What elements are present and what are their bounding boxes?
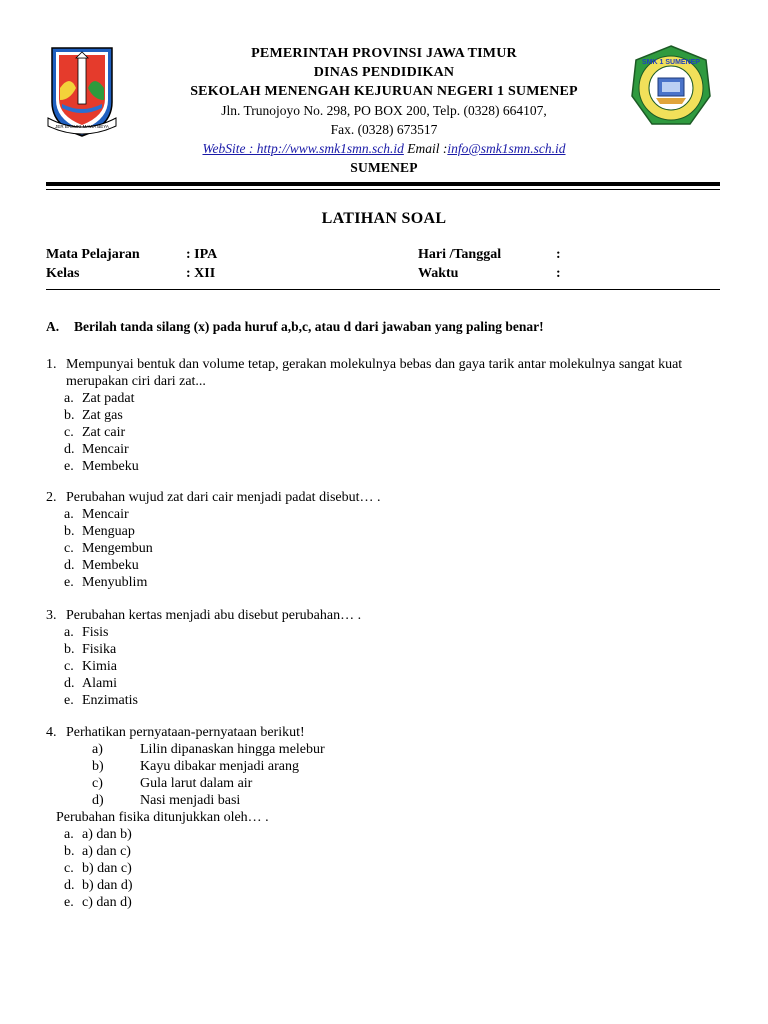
statement-letter: d) [92, 793, 104, 808]
option-text: Menguap [82, 524, 135, 539]
option-text: b) dan d) [82, 878, 133, 893]
option-e[interactable] [46, 692, 722, 709]
option-letter: e. [64, 459, 74, 474]
question-1 [46, 356, 722, 475]
meta-values-left [186, 245, 217, 283]
option-text: Membeku [82, 459, 139, 474]
option-e[interactable] [46, 458, 722, 475]
class-label: Kelas [46, 266, 80, 281]
option-a[interactable] [46, 390, 722, 407]
option-a[interactable] [46, 826, 722, 843]
province-heading: PEMERINTAH PROVINSI JAWA TIMUR [251, 46, 517, 61]
meta-divider [46, 289, 720, 290]
city-line: SUMENEP [350, 160, 418, 175]
option-c[interactable] [46, 424, 722, 441]
question-number: 4. [46, 725, 57, 740]
school-logo-text: SMK 1 SUMENEP [642, 59, 700, 66]
option-text: Zat cair [82, 425, 126, 440]
question-number: 1. [46, 357, 57, 372]
option-letter: c. [64, 425, 74, 440]
question-number: 2. [46, 490, 57, 505]
class-value: : XII [186, 266, 216, 281]
option-text: Zat padat [82, 391, 135, 406]
statement-text: Kayu dibakar menjadi arang [140, 759, 299, 774]
email-link[interactable]: info@smk1smn.sch.id [447, 141, 566, 156]
option-d[interactable] [46, 877, 722, 894]
option-letter: a. [64, 625, 74, 640]
option-letter: b. [64, 524, 75, 539]
letterhead [130, 44, 638, 177]
option-a[interactable] [46, 506, 722, 523]
provincial-emblem-logo [46, 44, 118, 138]
option-text: a) dan b) [82, 827, 132, 842]
option-letter: c. [64, 541, 74, 556]
option-e[interactable] [46, 894, 722, 911]
time-value: : [556, 266, 561, 281]
option-letter: e. [64, 693, 74, 708]
option-a[interactable] [46, 624, 722, 641]
option-letter: c. [64, 861, 74, 876]
option-letter: e. [64, 575, 74, 590]
option-letter: b. [64, 642, 75, 657]
option-d[interactable] [46, 675, 722, 692]
statement-list [46, 741, 722, 809]
answer-options [46, 624, 722, 709]
option-text: Mencair [82, 507, 129, 522]
statement-item [46, 792, 722, 809]
statement-text: Nasi menjadi basi [140, 793, 241, 808]
option-letter: d. [64, 676, 75, 691]
subject-label: Mata Pelajaran [46, 247, 140, 262]
question-number: 3. [46, 608, 57, 623]
option-letter: a. [64, 827, 74, 842]
option-e[interactable] [46, 574, 722, 591]
question-prompt: Perubahan fisika ditunjukkan oleh… . [56, 810, 269, 825]
subject-value: : IPA [186, 247, 218, 262]
instruction-text: Berilah tanda silang (x) pada huruf a,b,c, atau d dari jawaban yang paling benar! [74, 319, 544, 334]
time-label: Waktu [418, 266, 459, 281]
question-text: Mempunyai bentuk dan volume tetap, gerakan molekulnya bebas dan gaya tarik antar molekulnya sangat kuat merupakan ciri dari zat... [66, 357, 683, 389]
date-label: Hari /Tanggal [418, 247, 502, 262]
question-3 [46, 607, 722, 709]
meta-labels-right [418, 245, 501, 283]
answer-options [46, 506, 722, 591]
statement-letter: b) [92, 759, 104, 774]
statement-letter: a) [92, 742, 103, 757]
page-title: LATIHAN SOAL [321, 210, 447, 227]
option-text: Mengembun [82, 541, 153, 556]
option-letter: d. [64, 878, 75, 893]
option-text: a) dan c) [82, 844, 131, 859]
option-text: Fisika [82, 642, 117, 657]
fax-line: Fax. (0328) 673517 [330, 122, 438, 137]
meta-labels-left [46, 245, 140, 283]
statement-item [46, 758, 722, 775]
option-letter: a. [64, 507, 74, 522]
emblem-motto-text: JER BASUKI MAWA BEYA [55, 124, 109, 129]
website-link[interactable]: WebSite : http://www.smk1smn.sch.id [202, 141, 404, 156]
question-text: Perhatikan pernyataan-pernyataan berikut! [66, 725, 305, 740]
option-b[interactable] [46, 641, 722, 658]
option-text: Kimia [82, 659, 117, 674]
contact-line [130, 139, 638, 158]
address-line: Jln. Trunojoyo No. 298, PO BOX 200, Telp. (0328) 664107, [221, 103, 547, 118]
option-letter: e. [64, 895, 74, 910]
statement-item [46, 775, 722, 792]
question-4 [46, 724, 722, 911]
statement-text: Lilin dipanaskan hingga melebur [140, 742, 325, 757]
option-text: Fisis [82, 625, 109, 640]
section-label: A. [46, 319, 60, 334]
date-value: : [556, 247, 561, 262]
email-prefix: Email : [407, 141, 448, 156]
option-b[interactable] [46, 407, 722, 424]
option-d[interactable] [46, 441, 722, 458]
answer-options [46, 826, 722, 911]
statement-text: Gula larut dalam air [140, 776, 253, 791]
statement-item [46, 741, 722, 758]
question-text: Perubahan kertas menjadi abu disebut perubahan… . [66, 608, 362, 623]
option-c[interactable] [46, 658, 722, 675]
question-2 [46, 489, 722, 591]
option-c[interactable] [46, 860, 722, 877]
school-logo [630, 44, 712, 130]
option-letter: b. [64, 408, 75, 423]
option-text: Membeku [82, 558, 139, 573]
option-text: c) dan d) [82, 895, 132, 910]
option-letter: d. [64, 558, 75, 573]
section-instruction [46, 319, 544, 335]
answer-options [46, 390, 722, 475]
option-letter: a. [64, 391, 74, 406]
option-text: Menyublim [82, 575, 148, 590]
option-text: Enzimatis [82, 693, 138, 708]
option-b[interactable] [46, 843, 722, 860]
option-d[interactable] [46, 557, 722, 574]
school-heading: SEKOLAH MENENGAH KEJURUAN NEGERI 1 SUMENEP [190, 84, 578, 99]
statement-letter: c) [92, 776, 103, 791]
option-letter: b. [64, 844, 75, 859]
option-letter: d. [64, 442, 75, 457]
option-text: Mencair [82, 442, 129, 457]
meta-values-right [556, 245, 561, 283]
option-c[interactable] [46, 540, 722, 557]
question-text: Perubahan wujud zat dari cair menjadi padat disebut… . [66, 490, 381, 505]
header-divider-thick [46, 182, 720, 186]
header-divider-thin [46, 189, 720, 190]
option-letter: c. [64, 659, 74, 674]
option-text: b) dan c) [82, 861, 132, 876]
option-b[interactable] [46, 523, 722, 540]
option-text: Alami [82, 676, 117, 691]
department-heading: DINAS PENDIDIKAN [313, 65, 455, 80]
option-text: Zat gas [82, 408, 123, 423]
